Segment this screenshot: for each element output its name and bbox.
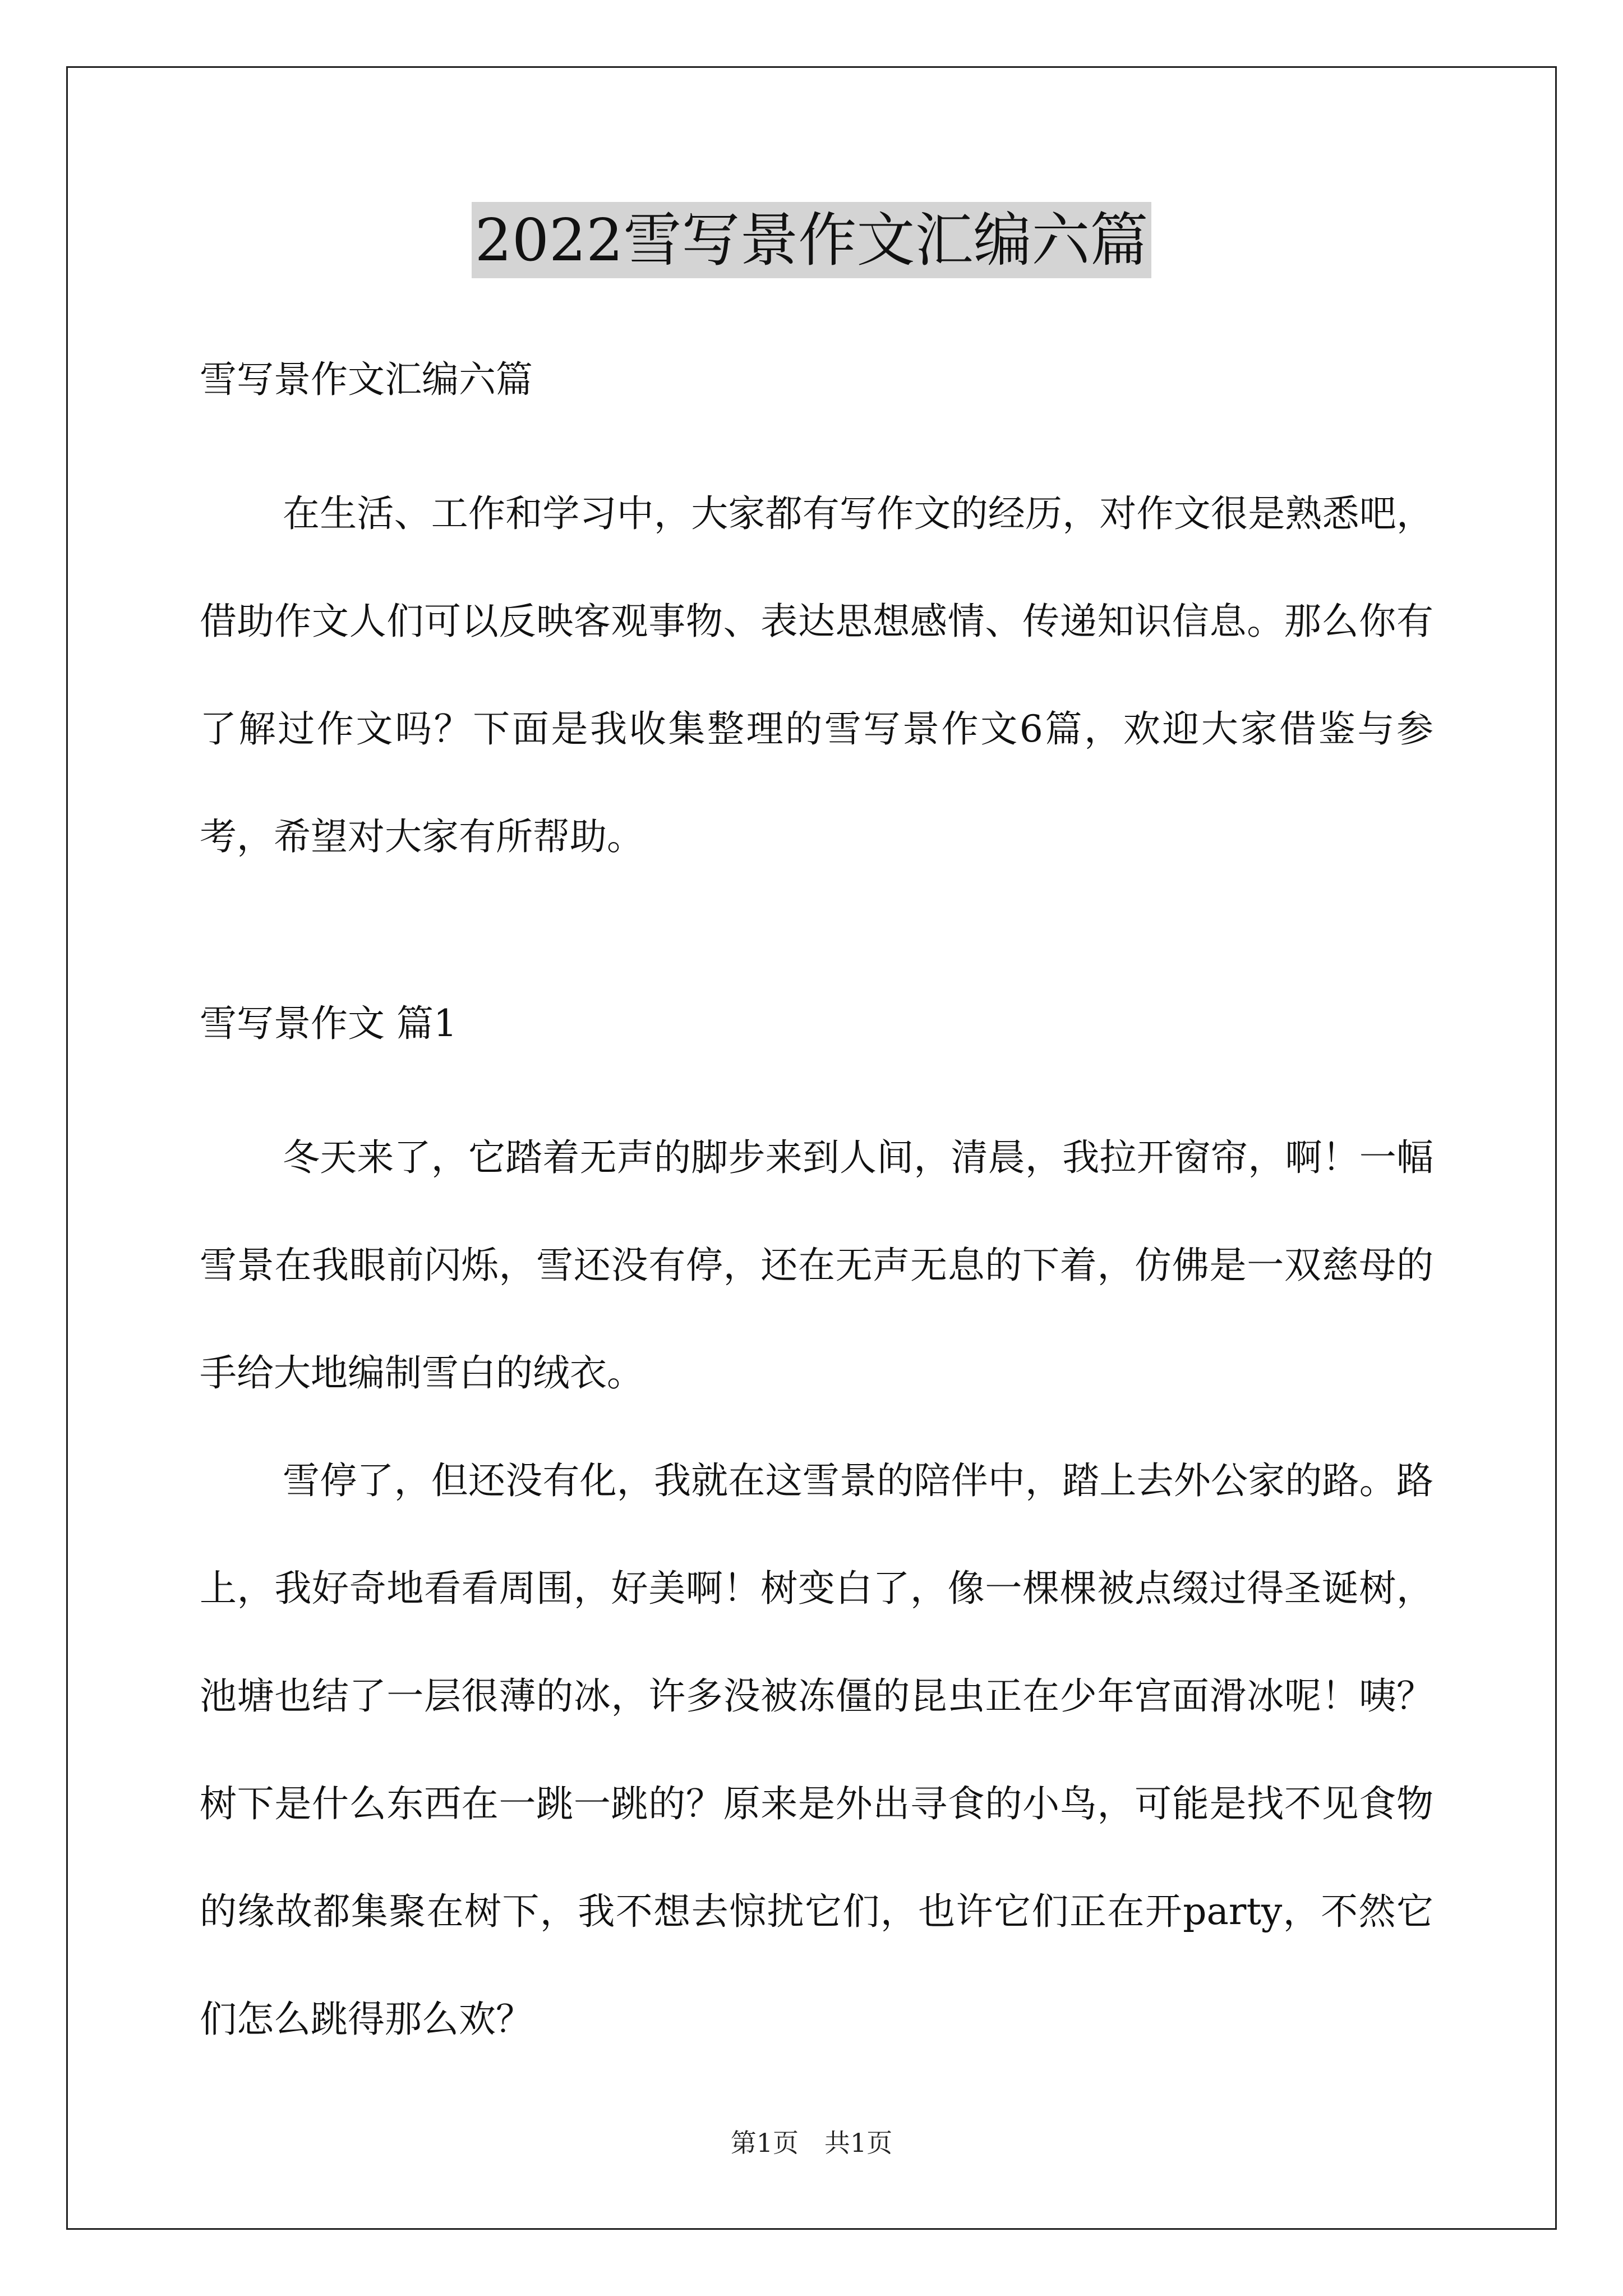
title-wrap [0, 202, 1623, 278]
section-heading: 雪写景作文 篇1 [200, 1002, 457, 1045]
document-body [200, 353, 1433, 2073]
section-paragraph: 雪停了，但还没有化，我就在这雪景的陪伴中，踏上去外公家的路。路上，我好奇地看看周围，好美啊！树变白了，像一棵棵被点缀过得圣诞树，池塘也结了一层很薄的冰，许多没被冻僵的昆虫正在少年宫面滑冰呢！咦？树下是什么东西在一跳一跳的？原来是外出寻食的小鸟，可能是找不见食物的缘故都集聚在树下，我不想去惊扰它们，也许它们正在开party，不然它们怎么跳得那么欢？ [200, 1459, 1433, 2041]
document-subtitle: 雪写景作文汇编六篇 [200, 358, 533, 401]
page-footer: 第1页 共1页 [730, 2128, 893, 2158]
document-title: 2022雪写景作文汇编六篇 [472, 202, 1152, 278]
section-paragraph: 冬天来了，它踏着无声的脚步来到人间，清晨，我拉开窗帘，啊！一幅雪景在我眼前闪烁，雪还没有停，还在无声无息的下着，仿佛是一双慈母的手给大地编制雪白的绒衣。 [200, 1136, 1433, 1395]
intro-paragraph: 在生活、工作和学习中，大家都有写作文的经历，对作文很是熟悉吧，借助作文人们可以反映客观事物、表达思想感情、传递知识信息。那么你有了解过作文吗？下面是我收集整理的雪写景作文6篇，欢迎大家借鉴与参考，希望对大家有所帮助。 [200, 492, 1433, 858]
